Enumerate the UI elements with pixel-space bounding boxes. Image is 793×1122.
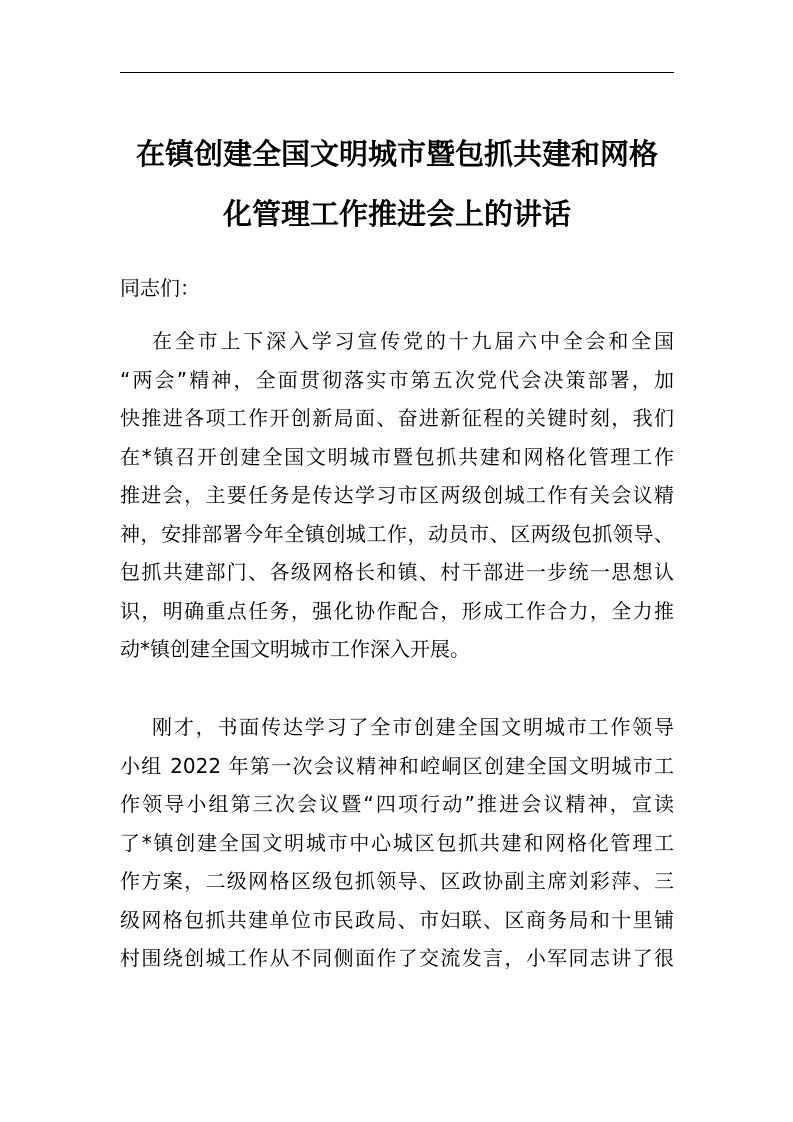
salutation: 同志们： xyxy=(120,276,200,300)
title-line-2: 化管理工作推进会上的讲话 xyxy=(222,197,571,231)
paragraph-line: 作领导小组第三次会议暨“四项行动”推进会议精神，宣读 xyxy=(120,792,674,816)
paragraph-line: 动*镇创建全国文明城市工作深入开展。 xyxy=(120,637,470,661)
paragraph-line: 在全市上下深入学习宣传党的十九届六中全会和全国 xyxy=(152,329,674,353)
header-rule xyxy=(120,72,674,73)
paragraph-line: “两会”精神，全面贯彻落实市第五次党代会决策部署，加 xyxy=(120,367,674,392)
paragraph-line: 村围绕创城工作从不同侧面作了交流发言，小军同志讲了很 xyxy=(120,946,674,970)
paragraph-line: 作方案，二级网格区级包抓领导、区政协副主席刘彩萍、三 xyxy=(120,869,674,893)
paragraph-line: 快推进各项工作开创新局面、奋进新征程的关键时刻，我们 xyxy=(120,406,674,430)
paragraph-2 xyxy=(120,708,674,978)
paragraph-line: 级网格包抓共建单位市民政局、市妇联、区商务局和十里铺 xyxy=(120,907,674,932)
paragraph-1 xyxy=(120,322,674,669)
title-line-1: 在镇创建全国文明城市暨包抓共建和网格 xyxy=(135,137,658,171)
paragraph-line: 了*镇创建全国文明城市中心城区包抓共建和网格化管理工 xyxy=(120,830,674,855)
paragraph-line: 刚才，书面传达学习了全市创建全国文明城市工作领导 xyxy=(152,715,674,739)
paragraph-line: 包抓共建部门、各级网格长和镇、村干部进一步统一思想认 xyxy=(120,560,674,584)
paragraph-line: 在*镇召开创建全国文明城市暨包抓共建和网格化管理工作 xyxy=(120,444,674,469)
paragraph-line: 推进会，主要任务是传达学习市区两级创城工作有关会议精 xyxy=(120,483,674,507)
paragraph-line: 识，明确重点任务，强化协作配合，形成工作合力，全力推 xyxy=(120,598,674,623)
paragraph-line: 神，安排部署今年全镇创城工作，动员市、区两级包抓领导、 xyxy=(120,521,674,546)
paragraph-line: 小组 2022 年第一次会议精神和崆峒区创建全国文明城市工 xyxy=(120,753,674,778)
